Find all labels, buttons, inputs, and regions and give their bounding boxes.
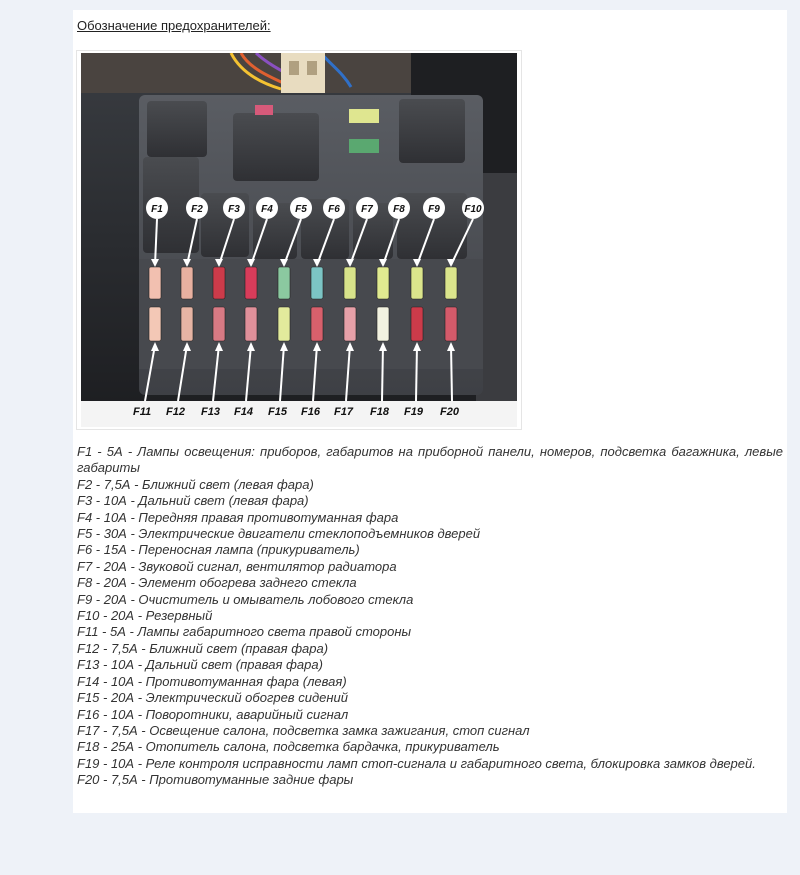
fuse-bottom-12	[181, 307, 193, 341]
label-top-7: F7	[361, 204, 373, 215]
fuse-description-list	[77, 444, 783, 789]
fuse-item-f2: F2 - 7,5А - Ближний свет (левая фара)	[77, 476, 314, 492]
fuse-item-f5: F5 - 30А - Электрические двигатели стеклоподъемников дверей	[77, 526, 481, 542]
label-bottom-12: F12	[166, 406, 185, 418]
label-top-6: F6	[328, 204, 340, 215]
label-top-3: F3	[228, 204, 240, 215]
label-bottom-17: F17	[334, 406, 353, 418]
fuse-bottom-18	[377, 307, 389, 341]
fuse-bottom-11	[149, 307, 161, 341]
label-bottom-14: F14	[234, 406, 253, 418]
fuse-item-f17: F17 - 7,5А - Освещение салона, подсветка замка зажигания, стоп сигнал	[77, 722, 530, 738]
arrow-bottom-18	[382, 345, 383, 401]
fuse-item-f11: F11 - 5А - Лампы габаритного света правой стороны	[77, 624, 412, 640]
fuse-bottom-17	[344, 307, 356, 341]
fuse-item-f8: F8 - 20А - Элемент обогрева заднего стекла	[77, 575, 357, 591]
fuse-top-4	[245, 267, 257, 299]
fuse-item-f3: F3 - 10А - Дальний свет (левая фара)	[77, 493, 309, 509]
fuse-item-f16: F16 - 10А - Поворотники, аварийный сигнал	[77, 706, 349, 722]
label-bottom-11: F11	[133, 406, 152, 418]
fuse-top-10	[445, 267, 457, 299]
fuse-top-2	[181, 267, 193, 299]
fuse-bottom-20	[445, 307, 457, 341]
fuse-item-f13: F13 - 10А - Дальний свет (правая фара)	[77, 657, 323, 673]
label-bottom-19: F19	[404, 406, 423, 418]
fuse-item-f15: F15 - 20А - Электрический обогрев сидений	[77, 690, 348, 706]
label-top-10: F10	[464, 204, 482, 215]
page-heading: Обозначение предохранителей:	[77, 18, 271, 33]
label-top-5: F5	[295, 204, 307, 215]
fuse-bottom-13	[213, 307, 225, 341]
fuse-item-f1: F1 - 5А - Лампы освещения: приборов, габаритов на приборной панели, номеров, подсветка багажника, левые габариты	[77, 444, 783, 476]
fuse-top-8	[377, 267, 389, 299]
label-bottom-15: F15	[268, 406, 287, 418]
label-bottom-18: F18	[370, 406, 389, 418]
label-bottom-13: F13	[201, 406, 220, 418]
fuse-top-6	[311, 267, 323, 299]
fuse-item-f9: F9 - 20А - Очиститель и омыватель лобового стекла	[77, 591, 414, 607]
fuse-bottom-14	[245, 307, 257, 341]
fuse-top-3	[213, 267, 225, 299]
fuse-top-7	[344, 267, 356, 299]
label-top-4: F4	[261, 204, 273, 215]
label-top-8: F8	[393, 204, 405, 215]
fuse-bottom-19	[411, 307, 423, 341]
fuse-box-image	[81, 53, 517, 427]
label-top-2: F2	[191, 204, 203, 215]
fuse-item-f12: F12 - 7,5А - Ближний свет (правая фара)	[77, 640, 329, 656]
fuse-item-f7: F7 - 20А - Звуковой сигнал, вентилятор радиатора	[77, 558, 397, 574]
fuse-top-1	[149, 267, 161, 299]
label-bottom-16: F16	[301, 406, 320, 418]
fuse-bottom-15	[278, 307, 290, 341]
fuse-top-9	[411, 267, 423, 299]
fuse-item-f14: F14 - 10А - Противотуманная фара (левая)	[77, 673, 347, 689]
fuse-bottom-16	[311, 307, 323, 341]
content-card	[73, 10, 787, 813]
label-top-9: F9	[428, 204, 440, 215]
fuse-item-f18: F18 - 25А - Отопитель салона, подсветка бардачка, прикуриватель	[77, 739, 500, 755]
label-top-1: F1	[151, 204, 163, 215]
fuse-item-f10: F10 - 20А - Резервный	[77, 608, 213, 624]
fuse-item-f20: F20 - 7,5А - Противотуманные задние фары	[77, 772, 354, 788]
label-bottom-20: F20	[440, 406, 459, 418]
fuse-item-f19: F19 - 10А - Реле контроля исправности ламп стоп-сигнала и габаритного света, блокировка замков дверей.	[77, 755, 756, 771]
fuse-top-5	[278, 267, 290, 299]
fuse-item-f4: F4 - 10А - Передняя правая противотуманная фара	[77, 509, 399, 525]
fuse-box-photo	[76, 50, 522, 430]
arrow-bottom-20	[451, 345, 452, 401]
fuse-item-f6: F6 - 15А - Переносная лампа (прикуриватель)	[77, 542, 360, 558]
arrow-bottom-19	[416, 345, 417, 401]
